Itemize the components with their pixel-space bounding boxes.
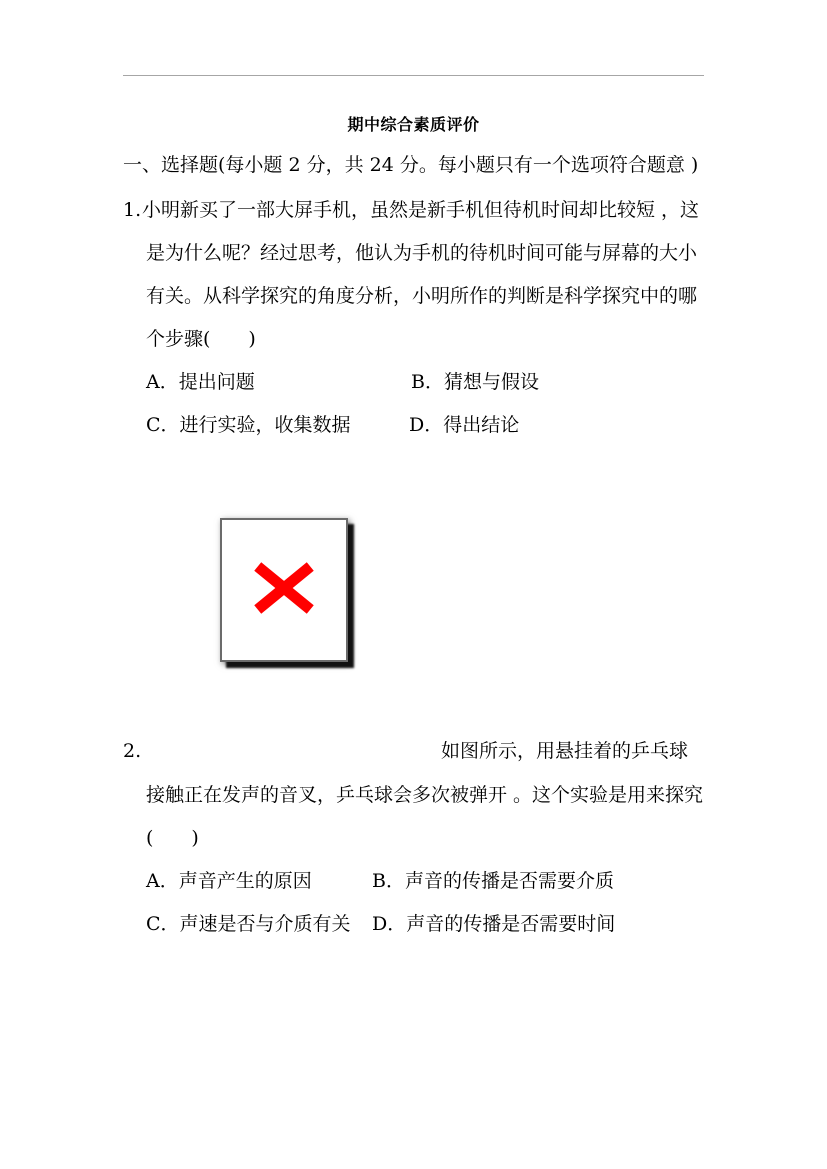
option-d: D．声音的传播是否需要时间 (372, 913, 616, 935)
question-number: 2. (123, 740, 142, 762)
broken-image-icon (254, 562, 314, 614)
option-b: B．声音的传播是否需要介质 (372, 870, 614, 892)
option-c: C．进行实验，收集数据 (146, 414, 351, 436)
option-a: A．提出问题 (146, 371, 255, 393)
question-number: 1. (123, 199, 142, 221)
question-text-line: 如图所示，用悬挂着的乒乓球 (441, 740, 689, 762)
broken-image-placeholder (220, 518, 348, 662)
question-text-line: 小明新买了一部大屏手机，虽然是新手机但待机时间却比较短 ，这 (142, 199, 700, 221)
question-text-line: 接触正在发声的音叉，乒乓球会多次被弹开 。这个实验是用来探究 (146, 784, 704, 806)
option-b: B．猜想与假设 (411, 371, 539, 393)
header-rule (123, 75, 704, 76)
question-text-line: 个步骤( ) (146, 328, 256, 350)
option-a: A．声音产生的原因 (146, 870, 312, 892)
option-c: C．声速是否与介质有关 (146, 913, 351, 935)
option-d: D．得出结论 (409, 414, 520, 436)
question-text-line: 有关。从科学探究的角度分析，小明所作的判断是科学探究中的哪 (146, 285, 698, 307)
question-text-line: ( ) (146, 827, 199, 849)
page-title: 期中综合素质评价 (347, 115, 480, 134)
question-text-line: 是为什么呢？经过思考，他认为手机的待机时间可能与屏幕的大小 (146, 242, 698, 264)
section-heading: 一、选择题(每小题 2 分，共 24 分。每小题只有一个选项符合题意 ) (123, 154, 699, 176)
